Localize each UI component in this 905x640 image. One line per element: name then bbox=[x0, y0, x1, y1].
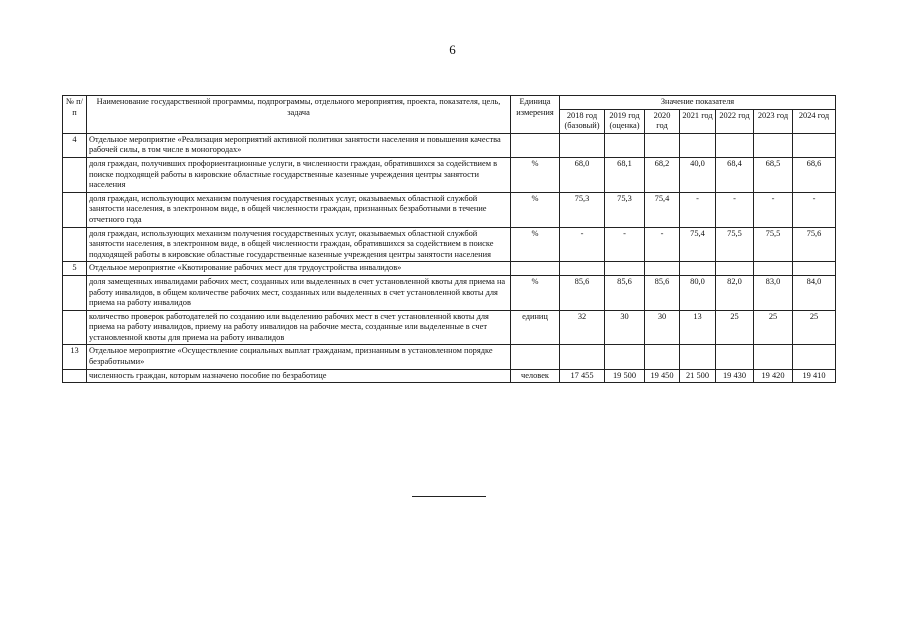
row-value: 68,2 bbox=[645, 157, 680, 192]
header-year: 2022 год bbox=[716, 109, 754, 133]
row-value: 75,4 bbox=[645, 192, 680, 227]
row-value: 75,5 bbox=[716, 227, 754, 262]
row-value: 84,0 bbox=[793, 275, 836, 310]
row-unit bbox=[511, 345, 560, 369]
row-value: 19 500 bbox=[605, 369, 645, 383]
table-row bbox=[63, 275, 836, 310]
row-name: количество проверок работодателей по созданию или выделению рабочих мест в счет установленной квоты для приема на работу инвалидов, приему на работу инвалидов на рабочие места, созданные или выделенные в счет установленной квоты для приема на работу инвалидов bbox=[87, 310, 511, 345]
table-row bbox=[63, 310, 836, 345]
header-values: Значение показателя bbox=[560, 96, 836, 110]
row-value bbox=[605, 262, 645, 276]
table-row bbox=[63, 262, 836, 276]
header-year: 2020 год bbox=[645, 109, 680, 133]
table-row bbox=[63, 157, 836, 192]
row-name: доля граждан, использующих механизм получения государственных услуг, оказываемых областной службой занятости населения, в электронном виде, в общей численности граждан, признанных безработными в течение отчетного года bbox=[87, 192, 511, 227]
row-number: 5 bbox=[63, 262, 87, 276]
row-value: - bbox=[680, 192, 716, 227]
row-value: - bbox=[754, 192, 793, 227]
header-num: № п/п bbox=[63, 96, 87, 134]
row-value bbox=[645, 133, 680, 157]
row-value: - bbox=[716, 192, 754, 227]
row-value bbox=[793, 262, 836, 276]
row-unit bbox=[511, 262, 560, 276]
row-value bbox=[716, 133, 754, 157]
row-number bbox=[63, 369, 87, 383]
row-value: 25 bbox=[793, 310, 836, 345]
header-year: 2024 год bbox=[793, 109, 836, 133]
row-value: 68,5 bbox=[754, 157, 793, 192]
row-value bbox=[793, 133, 836, 157]
row-unit: % bbox=[511, 192, 560, 227]
row-value bbox=[754, 345, 793, 369]
row-value: 30 bbox=[605, 310, 645, 345]
table-row bbox=[63, 227, 836, 262]
table-row bbox=[63, 345, 836, 369]
row-value: 40,0 bbox=[680, 157, 716, 192]
page-number: 6 bbox=[449, 42, 456, 57]
row-number bbox=[63, 310, 87, 345]
row-unit bbox=[511, 133, 560, 157]
table-body bbox=[63, 133, 836, 382]
header-unit: Единица измерения bbox=[511, 96, 560, 134]
header-year: 2019 год (оценка) bbox=[605, 109, 645, 133]
row-value: 19 410 bbox=[793, 369, 836, 383]
row-value: 25 bbox=[716, 310, 754, 345]
row-value: 19 420 bbox=[754, 369, 793, 383]
row-value bbox=[560, 262, 605, 276]
row-value: 17 455 bbox=[560, 369, 605, 383]
row-name: численность граждан, которым назначено пособие по безработице bbox=[87, 369, 511, 383]
row-unit: % bbox=[511, 157, 560, 192]
row-value: 19 450 bbox=[645, 369, 680, 383]
row-value bbox=[716, 345, 754, 369]
row-value: - bbox=[645, 227, 680, 262]
row-value: 85,6 bbox=[645, 275, 680, 310]
row-value bbox=[680, 262, 716, 276]
row-name: Отдельное мероприятие «Квотирование рабочих мест для трудоустройства инвалидов» bbox=[87, 262, 511, 276]
row-value bbox=[680, 345, 716, 369]
row-value: 21 500 bbox=[680, 369, 716, 383]
row-name: Отдельное мероприятие «Осуществление социальных выплат гражданам, признанным в установленном порядке безработными» bbox=[87, 345, 511, 369]
row-value bbox=[605, 133, 645, 157]
table-row bbox=[63, 192, 836, 227]
row-number bbox=[63, 275, 87, 310]
row-name: доля замещенных инвалидами рабочих мест, созданных или выделенных в счет установленной квоты для приема на работу инвалидов, в общем количестве рабочих мест, созданных или выделенных в счет установленной квоты для приема на работу инвалидов bbox=[87, 275, 511, 310]
row-unit: % bbox=[511, 227, 560, 262]
row-number bbox=[63, 157, 87, 192]
row-value bbox=[793, 345, 836, 369]
row-value: 75,4 bbox=[680, 227, 716, 262]
row-value bbox=[560, 133, 605, 157]
row-value bbox=[716, 262, 754, 276]
row-number: 4 bbox=[63, 133, 87, 157]
row-name: Отдельное мероприятие «Реализация мероприятий активной политики занятости населения и повышения качества рабочей силы, в том числе в моногородах» bbox=[87, 133, 511, 157]
row-value: - bbox=[605, 227, 645, 262]
row-value: 85,6 bbox=[560, 275, 605, 310]
row-value: 75,3 bbox=[605, 192, 645, 227]
row-value: 68,6 bbox=[793, 157, 836, 192]
row-value: 68,1 bbox=[605, 157, 645, 192]
row-value: 75,5 bbox=[754, 227, 793, 262]
row-value: 80,0 bbox=[680, 275, 716, 310]
row-value: - bbox=[560, 227, 605, 262]
row-value: 85,6 bbox=[605, 275, 645, 310]
row-unit: единиц bbox=[511, 310, 560, 345]
header-year: 2021 год bbox=[680, 109, 716, 133]
indicators-table bbox=[62, 95, 836, 383]
row-value: 68,4 bbox=[716, 157, 754, 192]
row-value: 19 430 bbox=[716, 369, 754, 383]
row-value: 32 bbox=[560, 310, 605, 345]
row-value bbox=[680, 133, 716, 157]
row-value: 82,0 bbox=[716, 275, 754, 310]
table-row bbox=[63, 133, 836, 157]
row-value: 68,0 bbox=[560, 157, 605, 192]
row-value bbox=[645, 345, 680, 369]
row-value bbox=[754, 262, 793, 276]
row-value bbox=[605, 345, 645, 369]
end-divider bbox=[412, 496, 486, 497]
header-year: 2023 год bbox=[754, 109, 793, 133]
header-name: Наименование государственной программы, подпрограммы, отдельного мероприятия, проекта, показателя, цель, задача bbox=[87, 96, 511, 134]
row-value: - bbox=[793, 192, 836, 227]
row-value: 25 bbox=[754, 310, 793, 345]
row-name: доля граждан, получивших профориентационные услуги, в численности граждан, обратившихся за содействием в поиске подходящей работы в кировские областные государственные казенные учреждения центры занятости населения bbox=[87, 157, 511, 192]
row-value: 75,6 bbox=[793, 227, 836, 262]
header-year: 2018 год (базовый) bbox=[560, 109, 605, 133]
row-value bbox=[645, 262, 680, 276]
row-value: 75,3 bbox=[560, 192, 605, 227]
row-name: доля граждан, использующих механизм получения государственных услуг, оказываемых областной службой занятости населения, в электронном виде, в общей численности граждан, обратившихся за содействием в поиске подходящей работы в кировские областные государственные казенные учреждения центры занятости населения bbox=[87, 227, 511, 262]
row-value bbox=[560, 345, 605, 369]
row-unit: % bbox=[511, 275, 560, 310]
table-header-row bbox=[63, 96, 836, 110]
row-value: 13 bbox=[680, 310, 716, 345]
table-row bbox=[63, 369, 836, 383]
row-number bbox=[63, 227, 87, 262]
row-number bbox=[63, 192, 87, 227]
row-unit: человек bbox=[511, 369, 560, 383]
row-value: 30 bbox=[645, 310, 680, 345]
row-number: 13 bbox=[63, 345, 87, 369]
row-value: 83,0 bbox=[754, 275, 793, 310]
row-value bbox=[754, 133, 793, 157]
